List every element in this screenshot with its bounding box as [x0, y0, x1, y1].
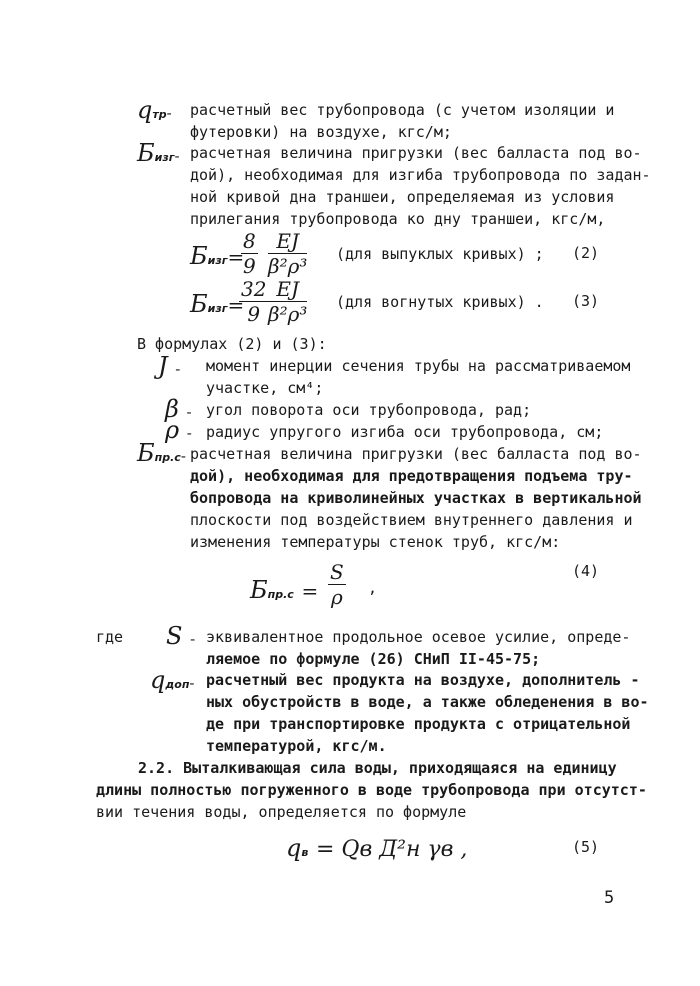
def-text-line: участке, см⁴; — [206, 379, 324, 397]
where-label: где — [96, 628, 124, 646]
def-text-line: дой), необходимая для изгиба трубопровода по задан- — [190, 166, 651, 184]
formula4-comma: , — [368, 579, 378, 597]
formula3-lhs: Бизг= — [190, 290, 245, 318]
def-text-line: эквивалентное продольное осевое усилие, опреде- — [206, 628, 631, 646]
symbol-b-izg: Бизг- — [137, 139, 180, 167]
def-text-line: расчетная величина пригрузки (вес балласта под во- — [190, 445, 642, 463]
def-text-line: изменения температуры стенок труб, кгс/м: — [190, 533, 561, 551]
def-text-line: расчетная величина пригрузки (вес балласта под во- — [190, 144, 642, 162]
def-text-line: де при транспортировке продукта с отрицательной — [206, 715, 631, 733]
formula5-number: (5) — [572, 838, 600, 856]
formula2-lhs: Бизг= — [190, 242, 245, 270]
formula3-note: (для вогнутых кривых) . — [336, 293, 544, 311]
def-text-line: температурой, кгс/м. — [206, 737, 387, 755]
symbol-beta: β - — [165, 395, 192, 423]
formula2-note: (для выпуклых кривых) ; — [336, 245, 544, 263]
def-text-line: расчетный вес продукта на воздухе, дополнитель - — [206, 671, 640, 689]
formula3-coefficient: $\frac{32}{9}$ — [241, 277, 267, 326]
symbol-s: S - — [166, 622, 196, 650]
formula4-fraction: $\frac{S}{\rho}$ — [330, 560, 344, 609]
formula4-number: (4) — [572, 562, 600, 580]
def-text-line: расчетный вес трубопровода (с учетом изоляции и — [190, 101, 615, 119]
def-text-line: ляемое по формуле (26) СНиП II-45-75; — [206, 650, 541, 668]
formula4-lhs: Бпр.с = — [250, 576, 319, 604]
page-number: 5 — [604, 888, 615, 908]
def-text-line: плоскости под воздействием внутреннего давления и — [190, 511, 633, 529]
symbol-q-dop: qдоп- — [150, 666, 195, 694]
formula3-number: (3) — [572, 292, 600, 310]
formula2-fraction: $\frac{EJ}{\text{β²ρ³}}$ — [268, 229, 308, 278]
symbol-q-tr: qтр- — [137, 96, 172, 124]
formulas-intro: В формулах (2) и (3): — [137, 335, 327, 353]
paragraph-line: вии течения воды, определяется по формуле — [96, 803, 467, 821]
def-text-line: дой), необходимая для предотвращения подъема тру- — [190, 467, 633, 485]
formula5: qв = Qв Д²н γв , — [286, 834, 468, 862]
formula3-fraction: $\frac{EJ}{\text{β²ρ³}}$ — [268, 277, 308, 326]
def-text-line: угол поворота оси трубопровода, рад; — [206, 401, 532, 419]
paragraph-line: длины полностью погруженного в воде трубопровода при отсутст- — [96, 781, 647, 799]
def-text-line: футеровки) на воздухе, кгс/м; — [190, 123, 452, 141]
paragraph-line: 2.2. Выталкивающая сила воды, приходящаяся на единицу — [138, 759, 617, 777]
symbol-rho: ρ - — [165, 416, 192, 444]
def-text-line: ных обустройств в воде, а также обледенения в во- — [206, 693, 649, 711]
symbol-b-prs: Бпр.с- — [137, 439, 186, 467]
def-text-line: ной кривой дна траншеи, определяемая из условия — [190, 188, 615, 206]
symbol-j: J - — [158, 352, 181, 380]
def-text-line: прилегания трубопровода ко дну траншеи, кгс/м, — [190, 210, 606, 228]
formula2-coefficient: $\frac{8}{9}$ — [243, 229, 256, 278]
def-text-line: момент инерции сечения трубы на рассматриваемом — [206, 357, 631, 375]
formula2-number: (2) — [572, 244, 600, 262]
def-text-line: радиус упругого изгиба оси трубопровода, см; — [206, 423, 604, 441]
def-text-line: бопровода на криволинейных участках в вертикальной — [190, 489, 642, 507]
